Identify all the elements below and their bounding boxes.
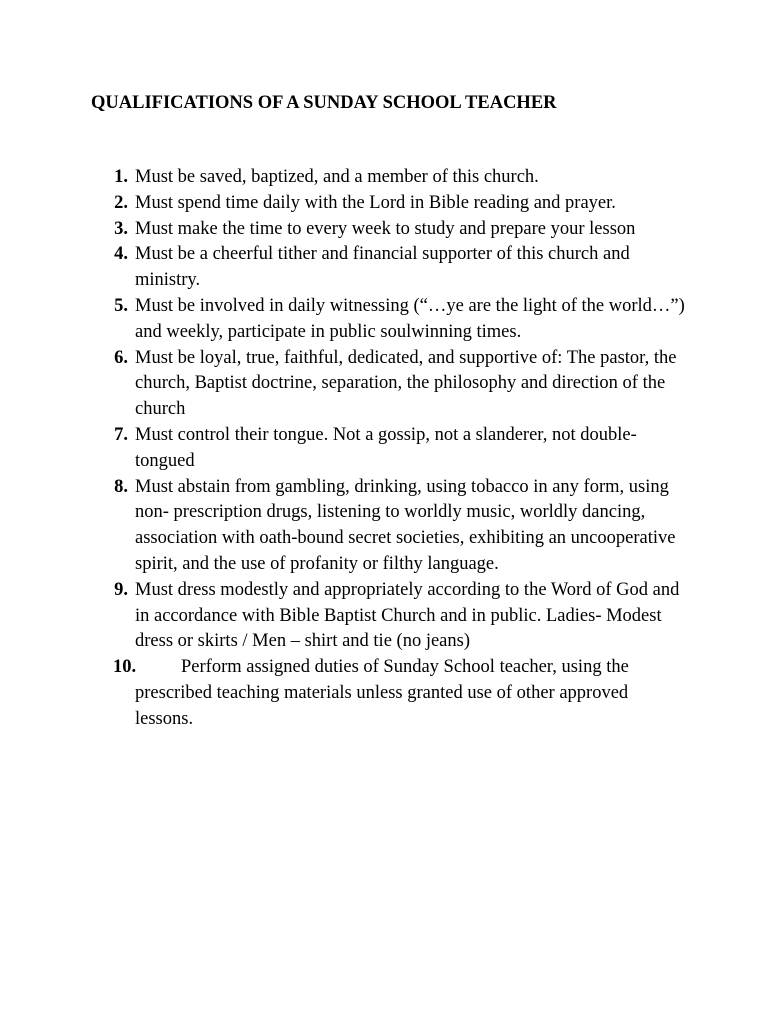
item-number: 10. (113, 657, 137, 678)
item-text: Perform assigned duties of Sunday School teacher, using the prescribed teaching materials unless granted use of other approved lessons. (135, 657, 629, 729)
item-text: Must spend time daily with the Lord in Bible reading and prayer. (135, 192, 616, 213)
item-text: Must be saved, baptized, and a member of this church. (135, 167, 539, 187)
list-item (0, 191, 768, 217)
item-number: 5. (114, 295, 128, 316)
item-text: Must be involved in daily witnessing (“…ye are the light of the world…”) and weekly, participate in public soulwinning times. (135, 295, 685, 342)
qualifications-list (0, 165, 768, 733)
item-text: Must control their tongue. Not a gossip, not a slanderer, not double-tongued (135, 424, 637, 471)
item-text: Must dress modestly and appropriately according to the Word of God and in accordance with Bible Baptist Church and in public. Ladies- Modest dress or skirts / Men – shirt and tie (no jeans) (135, 579, 680, 652)
list-item (0, 242, 768, 294)
item-text: Must abstain from gambling, drinking, using tobacco in any form, using non- prescription drugs, listening to worldly music, worldly dancing, association with oath-bound secret societies, exhibiting an uncooperative spirit, and the use of profanity or filthy language. (135, 476, 676, 574)
list-item (0, 423, 768, 475)
list-item (0, 475, 768, 578)
item-number: 9. (114, 579, 128, 600)
item-text: Must be a cheerful tither and financial supporter of this church and ministry. (135, 244, 630, 291)
item-number: 8. (114, 476, 128, 497)
item-number: 1. (114, 167, 128, 187)
item-number: 2. (114, 192, 128, 213)
document-title: QUALIFICATIONS OF A SUNDAY SCHOOL TEACHER (91, 93, 557, 113)
item-number: 6. (114, 347, 128, 368)
list-item (0, 165, 768, 191)
item-text: Must be loyal, true, faithful, dedicated, and supportive of: The pastor, the church, Baptist doctrine, separation, the philosophy and direction of the church (135, 347, 677, 420)
item-number: 3. (114, 218, 128, 239)
list-item (0, 578, 768, 655)
item-number: 4. (114, 244, 128, 265)
list-item (0, 217, 768, 243)
list-item (0, 294, 768, 346)
item-number: 7. (114, 424, 128, 445)
list-item (0, 655, 768, 732)
list-item (0, 346, 768, 423)
item-text: Must make the time to every week to study and prepare your lesson (135, 218, 636, 239)
